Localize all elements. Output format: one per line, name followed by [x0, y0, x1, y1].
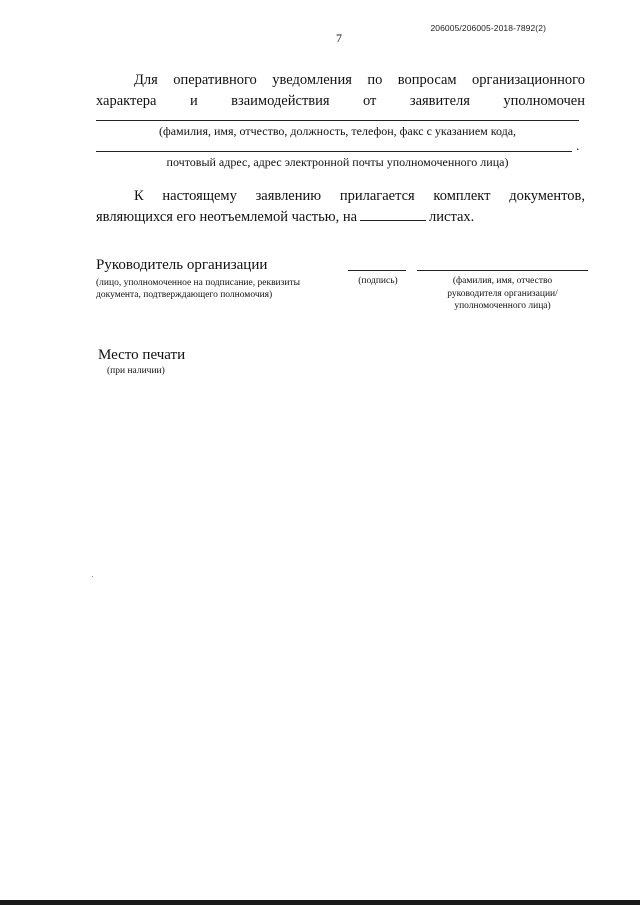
- sheet-count-blank: [360, 208, 426, 221]
- attachment-line-2-start: являющихся его неотъемлемой частью, на: [96, 209, 358, 225]
- scan-bottom-edge: [0, 900, 640, 905]
- signature-caption: (подпись): [358, 276, 398, 286]
- name-caption: [417, 275, 588, 313]
- page-number: 7: [336, 31, 342, 45]
- notification-line-2: характера и взаимодействия от заявителя уполномочен: [96, 93, 585, 109]
- head-of-organization-subtitle: (лицо, уполномоченное на подписание, реквизиты документа, подтверждающего полномочия): [96, 278, 301, 300]
- name-caption-line-1: (фамилия, имя, отчество: [452, 276, 553, 286]
- representative-fill-line-1: [96, 120, 579, 121]
- notification-line-1: Для оперативного уведомления по вопросам организационного: [134, 72, 585, 88]
- signature-line: [348, 270, 406, 271]
- name-line: [417, 270, 588, 271]
- stamp-place-subtitle: (при наличии): [107, 366, 165, 376]
- stamp-place-title: Место печати: [98, 347, 186, 363]
- name-caption-line-3: уполномоченного лица): [454, 301, 551, 311]
- attachment-paragraph: [96, 186, 585, 228]
- attachment-line-2: [96, 207, 585, 228]
- representative-caption-1: (фамилия, имя, отчество, должность, телефон, факс с указанием кода,: [158, 124, 517, 138]
- name-caption-line-2: руководителя организации/: [447, 288, 558, 299]
- representative-caption-2: почтовый адрес, адрес электронной почты уполномоченного лица): [166, 155, 509, 169]
- scan-speck: [92, 576, 93, 577]
- representative-fill-line-2: [96, 151, 572, 152]
- document-id: 206005/206005-2018-7892(2): [430, 23, 546, 33]
- attachment-line-1: К настоящему заявлению прилагается комплект документов,: [134, 188, 585, 204]
- attachment-line-2-end: листах.: [429, 209, 475, 225]
- head-of-organization-title: Руководитель организации: [96, 257, 268, 273]
- fill-line-end-dot: .: [576, 138, 580, 153]
- notification-paragraph: [96, 70, 585, 112]
